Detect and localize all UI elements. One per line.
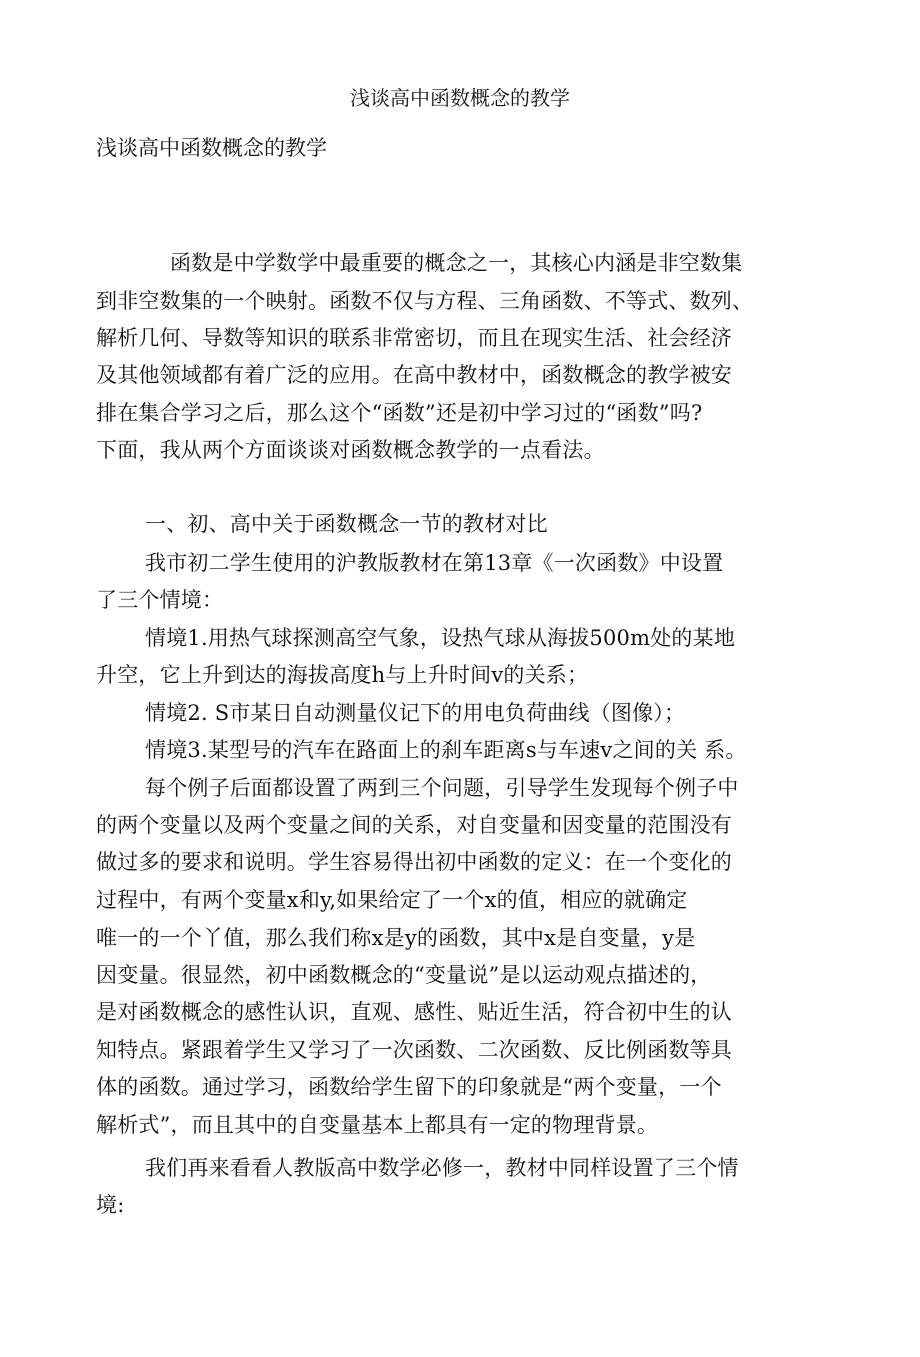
paragraph-line: 下面，我从两个方面谈谈对函数概念教学的一点看法。: [96, 438, 605, 462]
document-title: 浅谈高中函数概念的教学: [96, 136, 327, 160]
paragraph-line: 情境3.某型号的汽车在路面上的刹车距离s与车速v之间的关 系。: [145, 738, 747, 762]
paragraph-line: 因变量。很显然，初中函数概念的“变量说”是以运动观点描述的，: [96, 963, 712, 987]
paragraph-line: 了三个情境：: [96, 588, 224, 612]
paragraph-line: 知特点。紧跟着学生又学习了一次函数、二次函数、反比例函数等具: [96, 1038, 732, 1062]
paragraph-line: 体的函数。通过学习，函数给学生留下的印象就是“两个变量，一个: [96, 1075, 722, 1099]
paragraph-line: 及其他领域都有着广泛的应用。在高中教材中，函数概念的教学被安: [96, 363, 732, 387]
paragraph-line: 的两个变量以及两个变量之间的关系，对自变量和因变量的范围没有: [96, 813, 732, 837]
paragraph-line: 唯一的一个丫值，那么我们称x是y的函数，其中x是自变量，y是: [96, 926, 696, 950]
paragraph-line: 每个例子后面都设置了两到三个问题，引导学生发现每个例子中: [145, 776, 739, 800]
paragraph-line: 是对函数概念的感性认识，直观、感性、贴近生活，符合初中生的认: [96, 1000, 732, 1024]
paragraph-line: 境:: [96, 1193, 125, 1217]
paragraph-line: 到非空数集的一个映射。函数不仅与方程、三角函数、不等式、数列、: [96, 289, 754, 313]
paragraph-line: 过程中，有两个变量x和y,如果给定了一个x的值，相应的就确定: [96, 888, 688, 912]
paragraph-line: 解析几何、导数等知识的联系非常密切，而且在现实生活、社会经济: [96, 326, 732, 350]
paragraph-line: 我们再来看看人教版高中数学必修一，教材中同样设置了三个情: [145, 1156, 739, 1180]
paragraph-line: 做过多的要求和说明。学生容易得出初中函数的定义：在一个变化的: [96, 850, 732, 874]
paragraph-line: 升空，它上升到达的海拔高度h与上升时间v的关系；: [96, 663, 589, 687]
paragraph-line: 情境2. S市某日自动测量仪记下的用电负荷曲线（图像）；: [145, 701, 686, 725]
paragraph-line: 我市初二学生使用的沪教版教材在第13章《一次函数》中设置: [145, 551, 724, 575]
paragraph-line: 解析式”，而且其中的自变量基本上都具有一定的物理背景。: [96, 1113, 659, 1137]
paragraph-line: 函数是中学数学中最重要的概念之一，其核心内涵是非空数集: [170, 251, 743, 275]
page-header-title: 浅谈高中函数概念的教学: [350, 86, 570, 110]
section-heading: 一、初、高中关于函数概念一节的教材对比: [145, 512, 548, 536]
paragraph-line: 情境1.用热气球探测高空气象，设热气球从海拔500m处的某地: [145, 626, 736, 650]
paragraph-line: 排在集合学习之后，那么这个“函数”还是初中学习过的“函数”吗?: [96, 401, 703, 425]
